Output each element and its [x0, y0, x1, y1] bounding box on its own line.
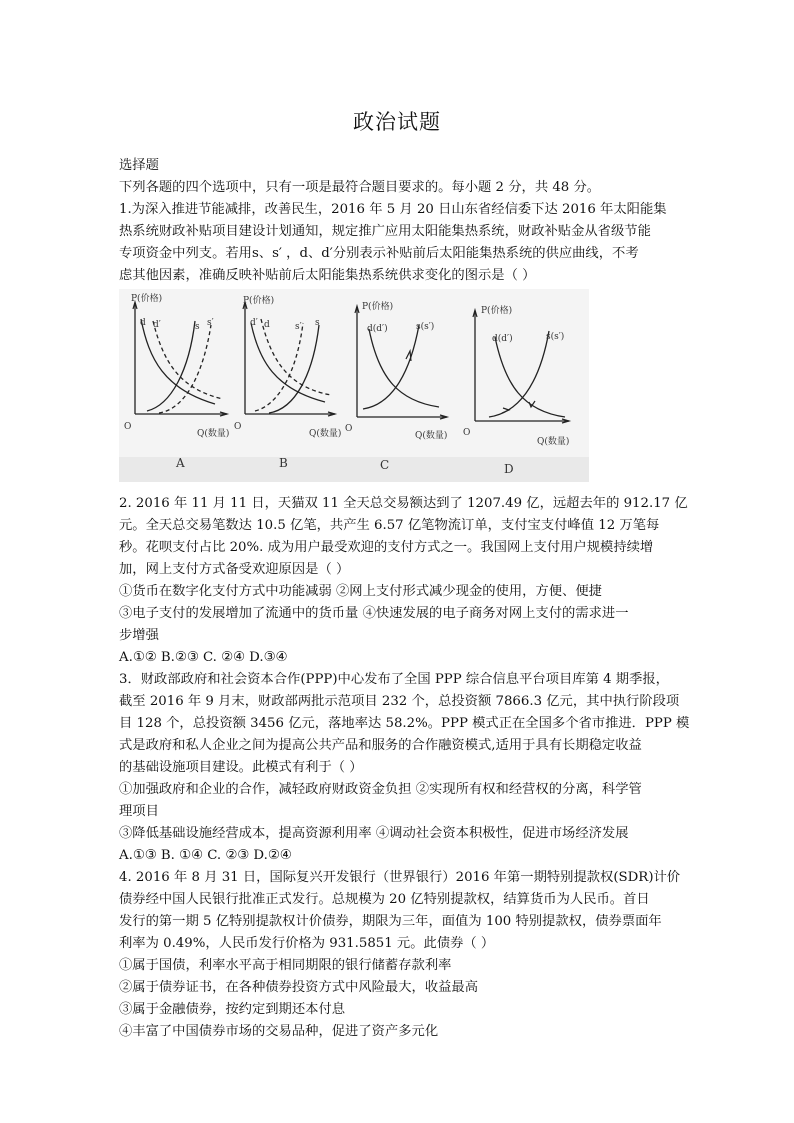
q3-text: 式是政府和私人企业之间为提高公共产品和服务的合作融资模式,适用于具有长期稳定收益 [119, 738, 642, 753]
q1-text: 1.为深入推进节能减排，改善民生，2016 年 5 月 20 日山东省经信委下达 2016 年太阳能集 [119, 202, 667, 217]
svg-text:O: O [234, 422, 242, 432]
svg-text:s: s [195, 322, 200, 332]
q4-statement: ④丰富了中国债券市场的交易品种，促进了资产多元化 [119, 1024, 439, 1039]
q3-text: 的基础设施项目建设。此模式有利于（ ） [119, 760, 363, 775]
svg-text:s(s′): s(s′) [546, 332, 565, 342]
q2-statement: ①货币在数字化支付方式中功能减弱 ②网上支付形式减少现金的使用，方便、便捷 [119, 584, 602, 599]
q2-statement: 步增强 [119, 628, 159, 643]
q2-text: 2. 2016 年 11 月 11 日，天猫双 11 全天总交易额达到了 1207.49 亿，远超去年的 912.17 亿 [119, 496, 688, 511]
q4-text: 发行的第一期 5 亿特别提款权计价债券，期限为三年，面值为 100 特别提款权，债券票面年 [119, 914, 662, 929]
svg-text:d(d′): d(d′) [367, 324, 388, 334]
q4-statement: ②属于债券证书，在各种债券投资方式中风险最大，收益最高 [119, 980, 479, 995]
q4-text: 债券经中国人民银行批准正式发行。总规模为 20 亿特别提款权，结算货币为人民币。首日 [119, 892, 650, 907]
q3-text: 3．财政部政府和社会资本合作(PPP)中心发布了全国 PPP 综合信息平台项目库第 4 期季报， [119, 672, 669, 687]
q4-text: 4. 2016 年 8 月 31 日，国际复兴开发银行（世界银行）2016 年第一期特别提款权(SDR)计价 [119, 870, 681, 885]
svg-text:O: O [345, 424, 353, 434]
option-c-label: C [380, 458, 390, 472]
q3-text: 截至 2016 年 9 月末，财政部两批示范项目 232 个，总投资额 7866.3 亿元，其中执行阶段项 [119, 694, 680, 709]
q3-text: 目 128 个，总投资额 3456 亿元，落地率达 58.2%。PPP 模式正在全国多个省市推进．PPP 模 [119, 716, 690, 731]
q2-text: 加，网上支付方式备受欢迎原因是（ ） [119, 562, 350, 577]
d-q-label: Q(数量) [537, 437, 570, 447]
option-a-label: A [176, 456, 185, 470]
c-p-label: P(价格) [362, 302, 394, 312]
q2-text: 秒。花呗支付占比 20%. 成为用户最受欢迎的支付方式之一。我国网上支付用户规模持续增 [119, 540, 654, 555]
a-q-label: Q(数量) [197, 429, 230, 439]
q2-statement: ③电子支付的发展增加了流通中的货币量 ④快速发展的电子商务对网上支付的需求进一 [119, 606, 629, 621]
q1-text: 专项资金中列支。若用s、s′ ，d、d′分别表示补贴前后太阳能集热系统的供应曲线，不考 [119, 246, 639, 261]
b-q-label: Q(数量) [309, 429, 342, 439]
q2-options: A.①② B.②③ C. ②④ D.③④ [119, 650, 288, 665]
svg-text:d(d′): d(d′) [492, 334, 513, 344]
svg-text:d′: d′ [153, 320, 161, 330]
q3-statement: 理项目 [119, 804, 159, 819]
d-p-label: P(价格) [481, 306, 513, 316]
svg-text:s: s [315, 318, 320, 328]
option-b-label: B [279, 456, 288, 470]
svg-text:s′: s′ [295, 322, 302, 332]
svg-text:s′: s′ [207, 318, 214, 328]
svg-text:s(s′): s(s′) [416, 322, 435, 332]
q3-statement: ③降低基础设施经营成本，提高资源利用率 ④调动社会资本积极性，促进市场经济发展 [119, 826, 629, 841]
a-p-label: P(价格) [131, 294, 163, 304]
svg-text:O: O [124, 422, 132, 432]
svg-text:d′: d′ [250, 318, 258, 328]
q1-text: 热系统财政补贴项目建设计划通知，规定推广应用太阳能集热系统，财政补贴金从省级节能 [119, 224, 651, 239]
svg-text:d: d [140, 318, 146, 328]
q4-text: 利率为 0.49%，人民币发行价格为 931.5851 元。此债券（ ） [119, 936, 495, 951]
b-p-label: P(价格) [243, 296, 275, 306]
option-d-label: D [504, 462, 514, 476]
q1-figure [119, 289, 589, 482]
q3-options: A.①③ B. ①④ C. ②③ D.②④ [119, 848, 292, 863]
section-heading: 选择题 [119, 158, 159, 173]
page-title: 政治试题 [353, 110, 441, 134]
svg-text:O: O [463, 428, 471, 438]
q1-text: 虑其他因素，准确反映补贴前后太阳能集热系统供求变化的图示是（ ） [119, 268, 536, 283]
svg-text:d: d [264, 320, 270, 330]
instructions: 下列各题的四个选项中，只有一项是最符合题目要求的。每小题 2 分，共 48 分。 [119, 180, 601, 195]
q4-statement: ①属于国债，利率水平高于相同期限的银行储蓄存款利率 [119, 958, 452, 973]
c-q-label: Q(数量) [415, 431, 448, 441]
q2-text: 元。全天总交易笔数达 10.5 亿笔，共产生 6.57 亿笔物流订单，支付宝支付峰值 12 万笔每 [119, 518, 660, 533]
q3-statement: ①加强政府和企业的合作，减轻政府财政资金负担 ②实现所有权和经营权的分离，科学管 [119, 782, 642, 797]
q4-statement: ③属于金融债券，按约定到期还本付息 [119, 1002, 346, 1017]
